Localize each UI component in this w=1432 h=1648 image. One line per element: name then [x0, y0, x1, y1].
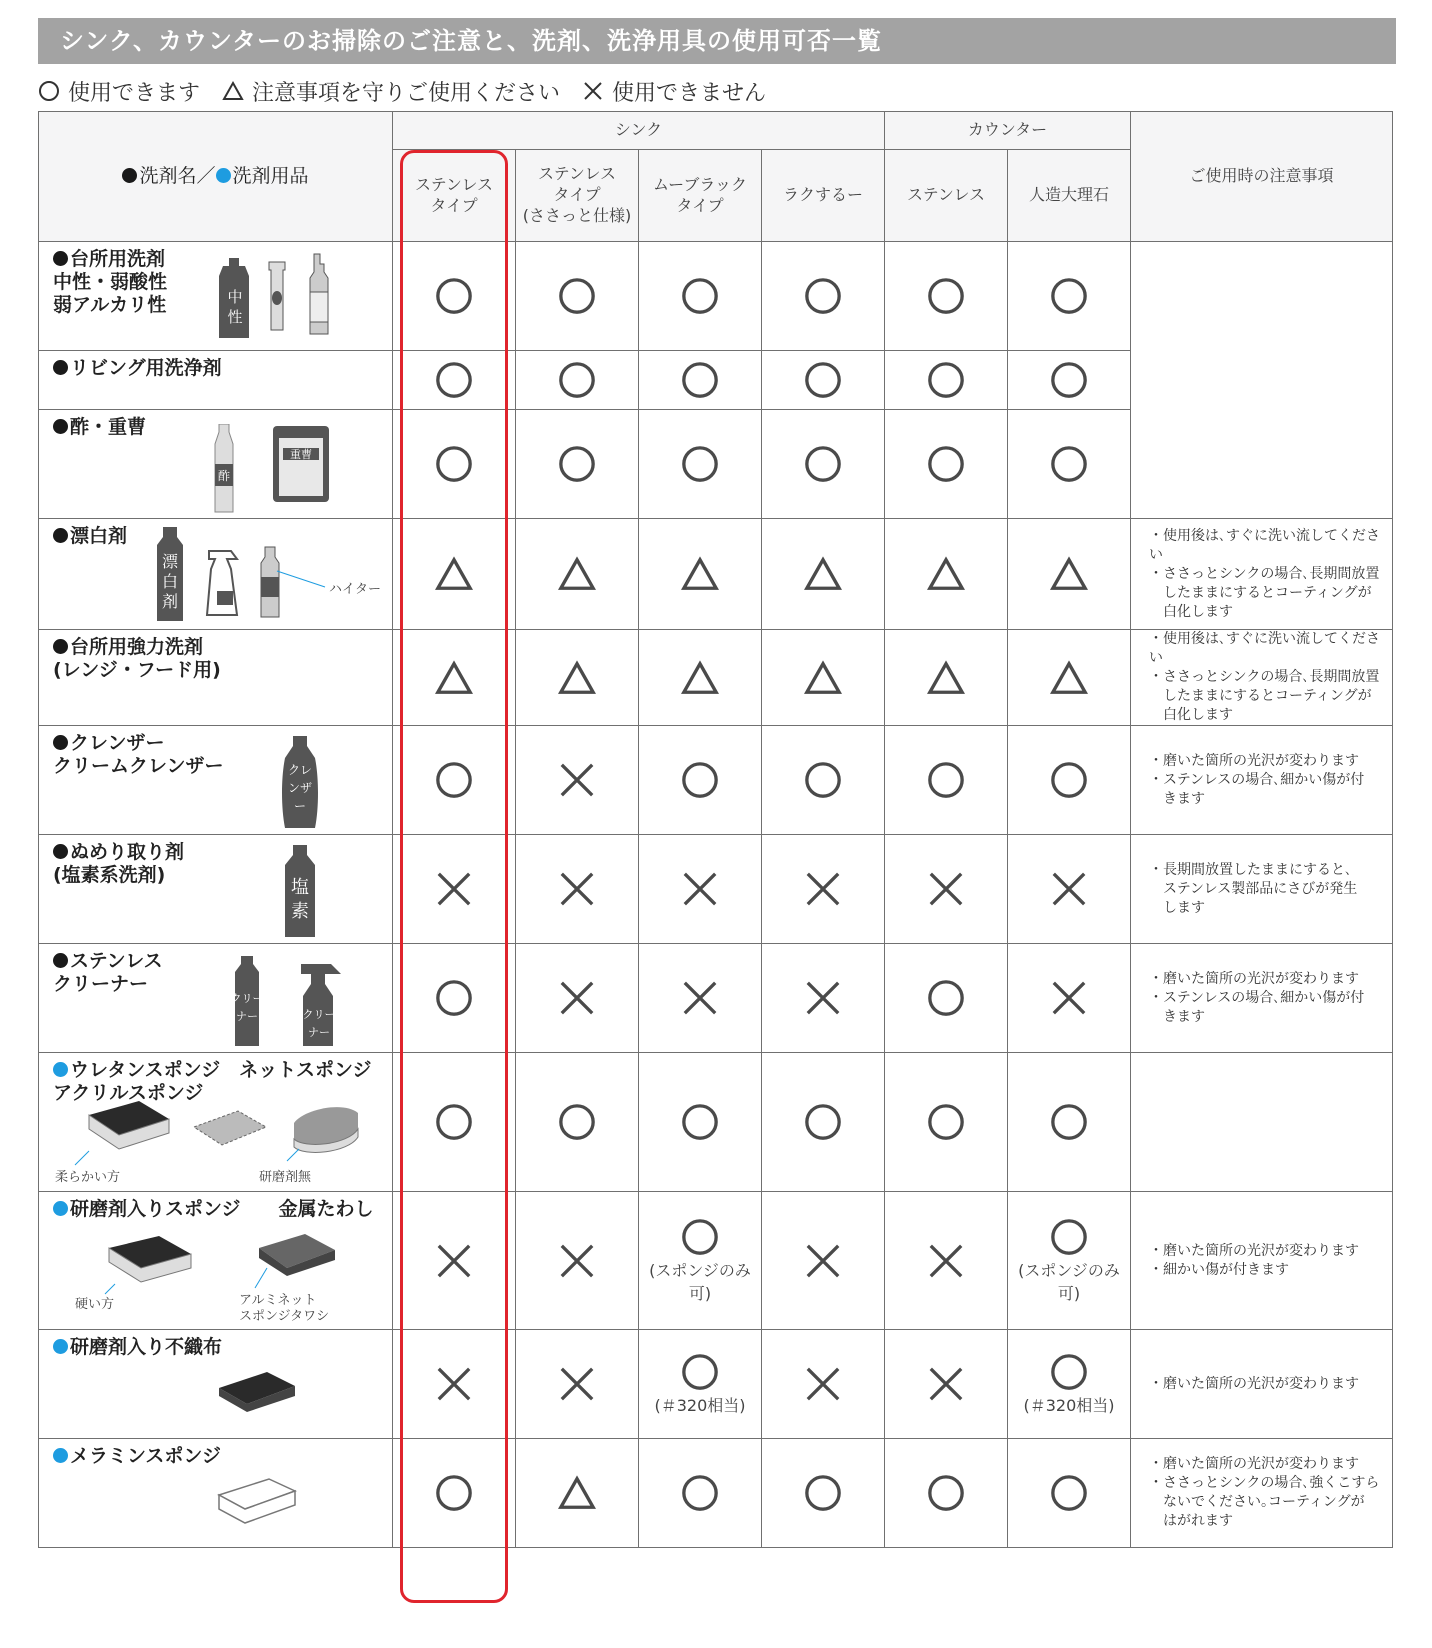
vinegar-label: 酢 [217, 469, 231, 483]
item-cell [39, 944, 393, 1053]
mark-cell [516, 1192, 639, 1330]
notes-cell [1131, 242, 1393, 519]
bleach-label: 剤 [161, 592, 179, 611]
aluminum-net-label: スポンジタワシ [239, 1309, 330, 1324]
notes-cell: ・長期間放置したままにすると､ ステンレス製部品にさびが発生 します [1131, 835, 1393, 944]
cleanser-label: ンザ [287, 781, 313, 795]
mark-cell [393, 726, 516, 835]
mark-cell [1008, 351, 1131, 410]
table-row [39, 1053, 1393, 1192]
circle-mark-icon [927, 361, 965, 399]
circle-mark-icon [804, 1103, 842, 1141]
triangle-mark-icon [681, 555, 719, 593]
mark-cell [762, 726, 885, 835]
mark-cell [762, 630, 885, 726]
mark-cell [639, 351, 762, 410]
legend-triangle [222, 76, 560, 107]
mark-cell [516, 351, 639, 410]
column-header: ムーブラック タイプ [639, 150, 762, 242]
circle-mark-icon [681, 761, 719, 799]
circle-mark-icon [1050, 445, 1088, 483]
chlorine-label: 塩 [291, 877, 309, 898]
column-header: ステンレス [885, 150, 1008, 242]
bottle-label: 性 [227, 308, 243, 326]
mark-cell [639, 726, 762, 835]
cross-mark-icon [435, 1365, 473, 1403]
item-name-text: 漂白剤 [70, 525, 128, 547]
mark-cell [393, 1053, 516, 1192]
mark-cell [393, 835, 516, 944]
mark-cell [885, 630, 1008, 726]
bleach-bottles-icon [147, 527, 387, 623]
cleaner-label: クリー [230, 992, 264, 1005]
triangle-mark-icon [1050, 659, 1088, 697]
blue-bullet-icon [53, 1448, 68, 1463]
mark-cell [639, 630, 762, 726]
item-name [53, 1445, 221, 1468]
header-detergent-label: 洗剤名 [139, 165, 197, 188]
cross-mark-icon [558, 870, 596, 908]
blue-bullet-icon [53, 1201, 68, 1216]
triangle-mark-icon [804, 659, 842, 697]
item-cell [39, 835, 393, 944]
item-name-text: 研磨剤入り不織布 [70, 1336, 223, 1358]
circle-mark-icon [1050, 1474, 1088, 1512]
counter-group-header: カウンター [885, 112, 1131, 150]
mark-cell [1008, 242, 1131, 351]
table-row [39, 944, 1393, 1053]
cross-mark-icon [804, 979, 842, 1017]
item-cell [39, 519, 393, 630]
haiter-label: ハイター [329, 582, 382, 597]
chlorine-bottle-icon [275, 845, 325, 939]
mark-cell [393, 351, 516, 410]
item-name-text: 台所用洗剤 中性・弱酸性 弱アルカリ性 [53, 248, 168, 316]
mark-cell [762, 1330, 885, 1439]
no-abrasive-label: 研磨剤無 [259, 1170, 312, 1185]
cross-mark-icon [1050, 979, 1088, 1017]
item-name [53, 1336, 222, 1359]
triangle-mark-icon [804, 555, 842, 593]
mark-subnote: (スポンジのみ可) [649, 1260, 751, 1303]
cleanser-label: クレ [287, 763, 313, 777]
circle-mark-icon [927, 445, 965, 483]
table-row [39, 1192, 1393, 1330]
cross-mark-icon [435, 1242, 473, 1280]
mark-cell [885, 242, 1008, 351]
mark-cell [516, 519, 639, 630]
circle-mark-icon [804, 277, 842, 315]
mark-cell [516, 726, 639, 835]
mark-cell [393, 1439, 516, 1548]
mark-cell [885, 1439, 1008, 1548]
black-bullet-icon [53, 953, 68, 968]
black-bullet-icon [53, 251, 68, 266]
item-name-text: 酢・重曹 [70, 416, 147, 438]
item-name [53, 636, 221, 682]
mark-cell [516, 944, 639, 1053]
mark-cell [885, 1192, 1008, 1330]
circle-mark-icon [435, 1474, 473, 1512]
item-name [53, 841, 184, 887]
notes-cell: ・磨いた箇所の光沢が変わります ・ささっとシンクの場合､強くこすら ないでください｡コーティングが はがれます [1131, 1439, 1393, 1548]
circle-mark-icon [435, 1103, 473, 1141]
chlorine-label: 素 [291, 901, 309, 922]
triangle-mark-icon [1050, 555, 1088, 593]
cross-mark-icon [558, 979, 596, 1017]
mark-cell [885, 1053, 1008, 1192]
table-row [39, 242, 1393, 351]
circle-mark-icon [1050, 361, 1088, 399]
circle-mark-icon [435, 361, 473, 399]
mark-cell [639, 835, 762, 944]
circle-mark-icon [681, 1353, 719, 1391]
legend [38, 74, 788, 108]
item-cell [39, 1192, 393, 1330]
mark-cell [516, 630, 639, 726]
table-row [39, 1330, 1393, 1439]
mark-cell [393, 410, 516, 519]
cross-mark-icon [804, 1242, 842, 1280]
circle-mark-icon [927, 1474, 965, 1512]
sink-group-header: シンク [393, 112, 885, 150]
vinegar-and-soda-icon [209, 424, 339, 514]
blue-bullet-icon [53, 1062, 68, 1077]
mark-cell [393, 1192, 516, 1330]
item-cell [39, 630, 393, 726]
circle-mark-icon [435, 277, 473, 315]
hard-side-label: 硬い方 [75, 1297, 115, 1312]
mark-cell [639, 1439, 762, 1548]
mark-cell [1008, 630, 1131, 726]
abrasive-sponges-icon [49, 1228, 379, 1328]
mark-cell [762, 351, 885, 410]
item-cell [39, 1053, 393, 1192]
item-name [53, 732, 224, 778]
blue-bullet-icon [216, 168, 231, 183]
column-header: ステンレス タイプ (ささっと仕様) [516, 150, 639, 242]
mark-cell [1008, 835, 1131, 944]
black-bullet-icon [122, 168, 137, 183]
legend-circle [38, 76, 200, 107]
mark-cell [639, 1192, 762, 1330]
mark-cell [1008, 1439, 1131, 1548]
cross-mark-icon [681, 870, 719, 908]
black-bullet-icon [53, 844, 68, 859]
detergent-bottles-icon [209, 250, 349, 342]
notes-cell: ・磨いた箇所の光沢が変わります ・細かい傷が付きます [1131, 1192, 1393, 1330]
mark-cell [393, 519, 516, 630]
triangle-icon [222, 80, 244, 102]
circle-mark-icon [1050, 1353, 1088, 1391]
item-name-text: 台所用強力洗剤 (レンジ・フード用) [53, 636, 221, 681]
mark-cell [762, 519, 885, 630]
notes-cell [1131, 1053, 1393, 1192]
mark-cell [762, 1053, 885, 1192]
circle-mark-icon [927, 761, 965, 799]
mark-cell [516, 1053, 639, 1192]
aluminum-net-label: アルミネット [239, 1293, 317, 1308]
notes-cell: ・磨いた箇所の光沢が変わります ・ステンレスの場合､細かい傷が付 きます [1131, 726, 1393, 835]
item-name-text: ウレタンスポンジ ネットスポンジ アクリルスポンジ [53, 1059, 391, 1104]
notes-cell: ・使用後は､すぐに洗い流してください ・ささっとシンクの場合､長期間放置 したままにするとコーティングが 白化します [1131, 519, 1393, 630]
circle-mark-icon [1050, 277, 1088, 315]
cleaner-label: クリー [302, 1008, 336, 1021]
mark-cell [1008, 944, 1131, 1053]
bleach-label: 漂 [161, 552, 179, 571]
sponges-icon [49, 1093, 379, 1189]
notes-cell: ・磨いた箇所の光沢が変わります ・ステンレスの場合､細かい傷が付 きます [1131, 944, 1393, 1053]
column-header: 人造大理石 [1008, 150, 1131, 242]
circle-mark-icon [558, 361, 596, 399]
cleaner-label: ナー [308, 1026, 330, 1039]
item-name-text: ぬめり取り剤 (塩素系洗剤) [53, 841, 185, 886]
legend-label: 使用できます [68, 80, 201, 106]
mark-cell [762, 1439, 885, 1548]
item-name [53, 1198, 374, 1221]
mark-cell [885, 410, 1008, 519]
legend-cross [582, 76, 766, 107]
mark-cell [393, 944, 516, 1053]
item-cell [39, 242, 393, 351]
circle-mark-icon [558, 445, 596, 483]
mark-cell [1008, 1192, 1131, 1330]
cross-mark-icon [558, 1242, 596, 1280]
mark-cell [516, 1330, 639, 1439]
item-name [53, 525, 127, 548]
circle-mark-icon [1050, 761, 1088, 799]
legend-label: 注意事項を守りご使用ください [252, 80, 561, 106]
table-row [39, 630, 1393, 726]
mark-cell [1008, 410, 1131, 519]
column-header: ステンレス タイプ [393, 150, 516, 242]
mark-cell [762, 1192, 885, 1330]
triangle-mark-icon [435, 555, 473, 593]
item-name-text: リビング用洗浄剤 [70, 357, 222, 379]
cross-mark-icon [558, 761, 596, 799]
cross-icon [582, 80, 604, 102]
circle-mark-icon [435, 761, 473, 799]
mark-cell [639, 1053, 762, 1192]
mark-cell [885, 726, 1008, 835]
mark-cell [885, 1330, 1008, 1439]
circle-mark-icon [1050, 1103, 1088, 1141]
notes-cell: ・使用後は､すぐに洗い流してください ・ささっとシンクの場合､長期間放置 したままにするとコーティングが 白化します [1131, 630, 1393, 726]
cross-mark-icon [804, 870, 842, 908]
circle-mark-icon [681, 445, 719, 483]
item-name [53, 248, 167, 317]
soda-label: 重曹 [290, 448, 312, 461]
table-row [39, 1439, 1393, 1548]
black-bullet-icon [53, 528, 68, 543]
triangle-mark-icon [681, 659, 719, 697]
cross-mark-icon [558, 1365, 596, 1403]
circle-mark-icon [927, 979, 965, 1017]
black-bullet-icon [53, 639, 68, 654]
mark-cell [1008, 1053, 1131, 1192]
item-name-text: メラミンスポンジ [70, 1445, 221, 1467]
mark-cell [393, 630, 516, 726]
item-name [53, 950, 163, 996]
circle-mark-icon [558, 1103, 596, 1141]
notes-column-header: ご使用時の注意事項 [1131, 112, 1393, 242]
blue-bullet-icon [53, 1339, 68, 1354]
item-name [53, 357, 222, 380]
page-title: シンク、カウンターのお掃除のご注意と、洗剤、洗浄用具の使用可否一覧 [38, 18, 1396, 64]
mark-cell [1008, 726, 1131, 835]
mark-cell [885, 835, 1008, 944]
circle-mark-icon [681, 1474, 719, 1512]
black-bullet-icon [53, 735, 68, 750]
item-cell [39, 351, 393, 410]
soft-side-label: 柔らかい方 [55, 1170, 121, 1185]
table-row [39, 835, 1393, 944]
cross-mark-icon [804, 1365, 842, 1403]
cleaner-label: ナー [236, 1010, 258, 1023]
mark-cell [885, 519, 1008, 630]
item-cell [39, 410, 393, 519]
mark-cell [516, 410, 639, 519]
item-cell [39, 1330, 393, 1439]
cross-mark-icon [927, 1242, 965, 1280]
item-name-text: ステンレス クリーナー [53, 950, 163, 995]
triangle-mark-icon [558, 555, 596, 593]
mark-subnote: (＃320相当) [1023, 1395, 1115, 1415]
circle-mark-icon [435, 979, 473, 1017]
table-row [39, 726, 1393, 835]
cleanser-label: ー [293, 799, 307, 813]
mark-cell [516, 242, 639, 351]
black-bullet-icon [53, 360, 68, 375]
circle-mark-icon [804, 361, 842, 399]
circle-mark-icon [681, 277, 719, 315]
item-cell [39, 726, 393, 835]
circle-mark-icon [927, 1103, 965, 1141]
triangle-mark-icon [558, 659, 596, 697]
mark-cell [1008, 1330, 1131, 1439]
stainless-cleaner-icons [227, 956, 357, 1048]
mark-cell [762, 944, 885, 1053]
item-cell [39, 1439, 393, 1548]
triangle-mark-icon [435, 659, 473, 697]
item-column-header [39, 112, 393, 242]
cross-mark-icon [927, 870, 965, 908]
circle-mark-icon [1050, 1218, 1088, 1256]
cross-mark-icon [1050, 870, 1088, 908]
item-name-text: クレンザー クリームクレンザー [53, 732, 224, 777]
mark-cell [516, 835, 639, 944]
column-header: ラクするー [762, 150, 885, 242]
header-separator: ／ [196, 165, 216, 188]
cross-mark-icon [927, 1365, 965, 1403]
triangle-mark-icon [927, 555, 965, 593]
mark-cell [885, 351, 1008, 410]
circle-mark-icon [927, 277, 965, 315]
bleach-label: 白 [161, 572, 179, 591]
item-name-text: 研磨剤入りスポンジ 金属たわし [70, 1198, 374, 1220]
circle-mark-icon [681, 361, 719, 399]
mark-cell [639, 242, 762, 351]
cross-mark-icon [681, 979, 719, 1017]
legend-label: 使用できません [612, 80, 767, 106]
mark-cell [885, 944, 1008, 1053]
mark-cell [639, 519, 762, 630]
bottle-label: 中 [227, 288, 243, 306]
mark-subnote: (＃320相当) [654, 1395, 746, 1415]
cross-mark-icon [435, 870, 473, 908]
mark-cell [762, 835, 885, 944]
mark-cell [1008, 519, 1131, 630]
circle-mark-icon [804, 761, 842, 799]
mark-cell [393, 242, 516, 351]
mark-cell [516, 1439, 639, 1548]
triangle-mark-icon [558, 1474, 596, 1512]
nonwoven-pad-icon [215, 1368, 299, 1418]
table-row [39, 519, 1393, 630]
mark-subnote: (スポンジのみ可) [1018, 1260, 1120, 1303]
circle-mark-icon [558, 277, 596, 315]
triangle-mark-icon [927, 659, 965, 697]
mark-cell [639, 1330, 762, 1439]
circle-mark-icon [435, 445, 473, 483]
mark-cell [762, 410, 885, 519]
circle-mark-icon [804, 445, 842, 483]
melamine-sponge-icon [215, 1473, 299, 1529]
header-tools-label: 洗剤用品 [232, 165, 309, 188]
mark-cell [393, 1330, 516, 1439]
black-bullet-icon [53, 419, 68, 434]
circle-mark-icon [681, 1103, 719, 1141]
cleanser-bottle-icon [275, 736, 325, 832]
mark-cell [639, 410, 762, 519]
circle-icon [38, 80, 60, 102]
circle-mark-icon [681, 1218, 719, 1256]
compatibility-table [38, 111, 1393, 1548]
circle-mark-icon [804, 1474, 842, 1512]
item-name [53, 416, 146, 439]
mark-cell [762, 242, 885, 351]
notes-cell: ・磨いた箇所の光沢が変わります [1131, 1330, 1393, 1439]
mark-cell [639, 944, 762, 1053]
